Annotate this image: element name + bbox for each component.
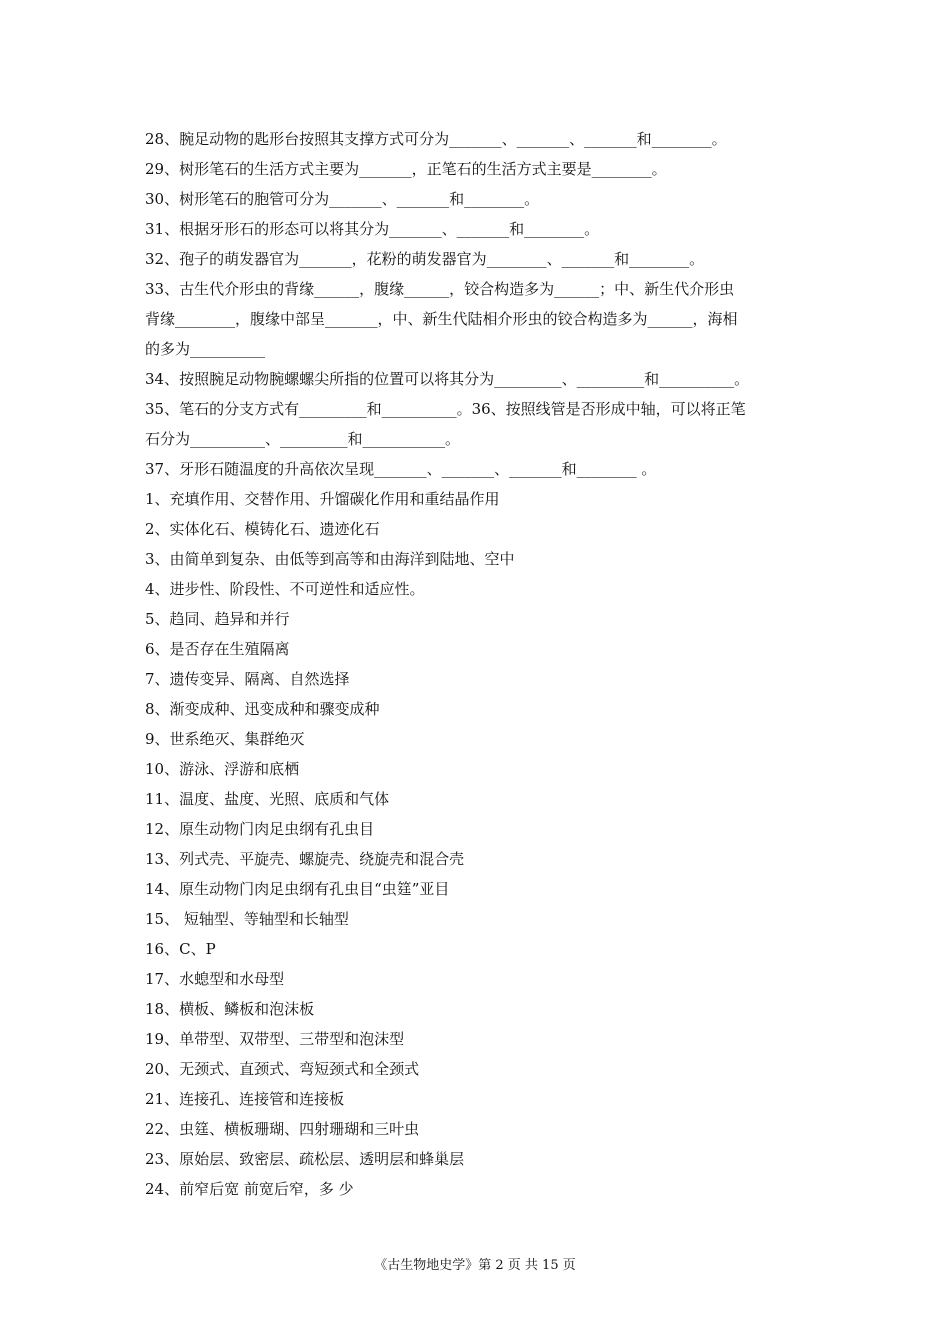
answer-5: 5、趋同、趋异和并行 xyxy=(145,610,290,628)
answer-12: 12、原生动物门肉足虫纲有孔虫目 xyxy=(145,820,375,838)
answer-13: 13、列式壳、平旋壳、螺旋壳、绕旋壳和混合壳 xyxy=(145,850,465,868)
answer-16: 16、C、P xyxy=(145,940,216,958)
answer-7: 7、遗传变异、隔离、自然选择 xyxy=(145,670,350,688)
question-35-36-line-1: 35、笔石的分支方式有_________和__________。36、按照线管是否形成中轴，可以将正笔 xyxy=(145,400,746,418)
answer-3: 3、由简单到复杂、由低等到高等和由海洋到陆地、空中 xyxy=(145,550,515,568)
answer-1: 1、充填作用、交替作用、升馏碳化作用和重结晶作用 xyxy=(145,490,500,508)
answer-21: 21、连接孔、连接管和连接板 xyxy=(145,1090,345,1108)
question-37: 37、牙形石随温度的升高依次呈现_______、_______、_______和________ 。 xyxy=(145,460,657,478)
answer-20: 20、无颈式、直颈式、弯短颈式和全颈式 xyxy=(145,1060,420,1078)
question-32: 32、孢子的萌发器官为_______，花粉的萌发器官为________、_______和________。 xyxy=(145,250,705,268)
answer-4: 4、进步性、阶段性、不可逆性和适应性。 xyxy=(145,580,425,598)
answer-11: 11、温度、盐度、光照、底质和气体 xyxy=(145,790,390,808)
question-33-line-1: 33、古生代介形虫的背缘______，腹缘______，铰合构造多为______；中、新生代介形虫 xyxy=(145,280,735,298)
answer-19: 19、单带型、双带型、三带型和泡沫型 xyxy=(145,1030,405,1048)
question-33-line-2: 背缘________，腹缘中部呈_______，中、新生代陆相介形虫的铰合构造多为______，海相 xyxy=(145,310,738,328)
question-33-line-3: 的多为__________ xyxy=(145,340,266,358)
answer-10: 10、游泳、浮游和底栖 xyxy=(145,760,300,778)
answer-18: 18、横板、鳞板和泡沫板 xyxy=(145,1000,315,1018)
question-29: 29、树形笔石的生活方式主要为_______，正笔石的生活方式主要是________。 xyxy=(145,160,667,178)
answer-6: 6、是否存在生殖隔离 xyxy=(145,640,290,658)
question-36-line-2: 石分为__________、_________和___________。 xyxy=(145,430,461,448)
answer-2: 2、实体化石、模铸化石、遗迹化石 xyxy=(145,520,380,538)
question-34: 34、按照腕足动物腕螺螺尖所指的位置可以将其分为_________、_________和__________。 xyxy=(145,370,750,388)
answer-17: 17、水螅型和水母型 xyxy=(145,970,285,988)
answer-14: 14、原生动物门肉足虫纲有孔虫目“虫筳”亚目 xyxy=(145,880,450,898)
answer-8: 8、渐变成种、迅变成种和骤变成种 xyxy=(145,700,380,718)
answer-15: 15、 短轴型、等轴型和长轴型 xyxy=(145,910,349,928)
question-30: 30、树形笔石的胞管可分为_______、_______和________。 xyxy=(145,190,540,208)
question-28: 28、腕足动物的匙形台按照其支撑方式可分为_______、_______、_______和________。 xyxy=(145,130,727,148)
answer-23: 23、原始层、致密层、疏松层、透明层和蜂巢层 xyxy=(145,1150,465,1168)
answer-24: 24、前窄后宽 前宽后窄，多 少 xyxy=(145,1180,354,1198)
answer-22: 22、虫筳、横板珊瑚、四射珊瑚和三叶虫 xyxy=(145,1120,420,1138)
question-31: 31、根据牙形石的形态可以将其分为_______、_______和________。 xyxy=(145,220,600,238)
answer-9: 9、世系绝灭、集群绝灭 xyxy=(145,730,305,748)
document-body xyxy=(145,124,815,1204)
page-footer: 《古生物地史学》第 2 页 共 15 页 xyxy=(374,1258,576,1273)
